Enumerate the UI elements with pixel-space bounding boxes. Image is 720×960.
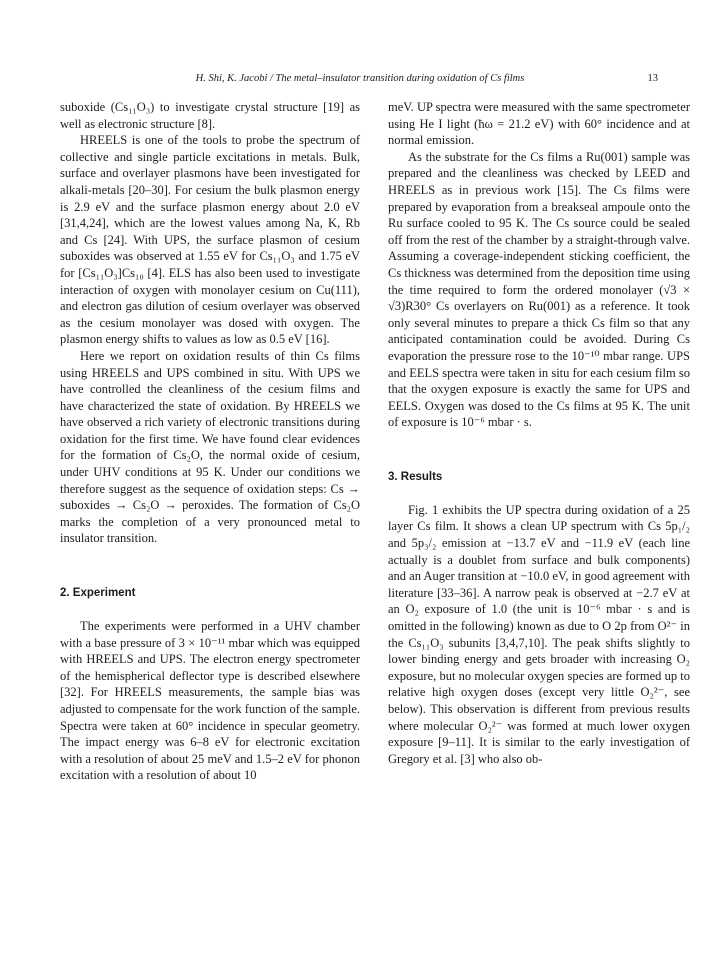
paragraph-results: Fig. 1 exhibits the UP spectra during oxidation of a 25 layer Cs film. It shows a clean UP spectrum with Cs 5p₁/₂ and 5p₃/₂ emission at −13.7 eV and −11.9 eV (each line actually is a doublet from surface and bulk components) and an Auger transition at −10.0 eV, in good agreement with literature [33–36]. A narrow peak is observed at −2.7 eV at an O₂ exposure of 1.0 (the unit is 10⁻⁶ mbar · s and is omitted in the following) known as due to O 2p from O²⁻ in the Cs₁₁O₃ subunits [3,4,7,10]. The peak shifts slightly to lower binding energy and gets broader with increasing O₂ exposure, but no molecular oxygen species are formed up to relative high oxygen doses (except very little O₂²⁻, see below). This observation is different from previous results where molecular O₂²⁻ was formed at much lower oxygen exposure [9–11]. It is similar to the early investigation of Gregory et al. [3] who also ob-	[388, 502, 690, 766]
running-title: H. Shi, K. Jacobi / The metal–insulator transition during oxidation of Cs films	[195, 73, 525, 84]
section-heading-experiment: 2. Experiment	[60, 587, 136, 600]
paragraph-here-we-report: Here we report on oxidation results of thin Cs films using HREELS and UPS combined in situ. With UPS we have controlled the cleanliness of the cesium films and have characterized the state of oxidation. By HREELS we have observed a rich variety of electronic transitions during oxidation for the first time. We have found clear evidences for the formation of Cs₂O, the normal oxide of cesium, under UHV conditions at 95 K. Under our conditions we therefore suggest as the sequence of oxidation steps: Cs → suboxides → Cs₂O → peroxides. The formation of Cs₂O marks the completion of a very pronounced metal to insulator transition.	[60, 348, 360, 546]
paragraph-suboxide: suboxide (Cs₁₁O₃) to investigate crystal structure [19] as well as electronic structure [8].	[60, 100, 360, 131]
right-column	[388, 99, 690, 767]
section-heading-results: 3. Results	[388, 470, 443, 483]
left-column	[60, 99, 360, 784]
paragraph-experiment: The experiments were performed in a UHV chamber with a base pressure of 3 × 10⁻¹¹ mbar which was equipped with HREELS and UPS. The electron energy spectrometer of the hemispherical deflector type is described elsewhere [32]. For HREELS measurements, the sample bias was adjusted to compensate for the work function of the sample. Spectra were taken at 60° incidence in specular geometry. The impact energy was 6–8 eV for electronic excitation with a resolution of about 25 meV and 1.5–2 eV for phonon excitation with a resolution of about 10	[60, 619, 360, 783]
page-number: 13	[647, 73, 658, 84]
paragraph-hreels: HREELS is one of the tools to probe the spectrum of collective and single particle excitations in metals. Bulk, surface and overlayer plasmons have been investigated for alkali-metals [20–30]. For cesium the bulk plasmon energy is 2.9 eV and the surface plasmon energy about 2.0 eV [31,4,24], which are the lowest values among Na, K, Rb and Cs [24]. With UPS, the surface plasmon of cesium suboxides was observed at 1.55 eV for Cs₁₁O₃ and 1.75 eV for [Cs₁₁O₃]Cs₁₀ [4]. ELS has also been used to investigate interaction of oxygen with monolayer cesium on Cu(111), and electron gas dilution of cesium overlayer was observed as the cesium monolayer was dosed with oxygen. The plasmon energy shifts to values as low as 0.5 eV [16].	[60, 133, 360, 347]
running-head	[60, 73, 660, 89]
paragraph-up-spectra: meV. UP spectra were measured with the same spectrometer using He I light (ħω = 21.2 eV) with 60° incidence and at normal emission.	[388, 100, 690, 148]
paragraph-substrate: As the substrate for the Cs films a Ru(001) sample was prepared and the cleanliness was checked by LEED and HREELS as in previous work [15]. The Cs films were prepared by evaporation from a breakseal ampoule onto the Ru surface cooled to 95 K. The Cs source could be sealed off from the rest of the chamber by a straight-through valve. Assuming a coverage-independent sticking coefficient, the Cs thickness was determined from the deposition time using the time required to form the ordered monolayer (√3 × √3)R30° Cs overlayers on Ru(001) as a reference. It took only several minutes to prepare a thick Cs film so that any anticipated contamination could be avoided. During Cs evaporation the pressure rose to the 10⁻¹⁰ mbar range. UPS and EELS spectra were taken in situ for each cesium film so that the oxygen exposure is exactly the same for UPS and EELS. Oxygen was dosed to the Cs films at 95 K. The unit of exposure is 10⁻⁶ mbar · s.	[388, 149, 690, 430]
